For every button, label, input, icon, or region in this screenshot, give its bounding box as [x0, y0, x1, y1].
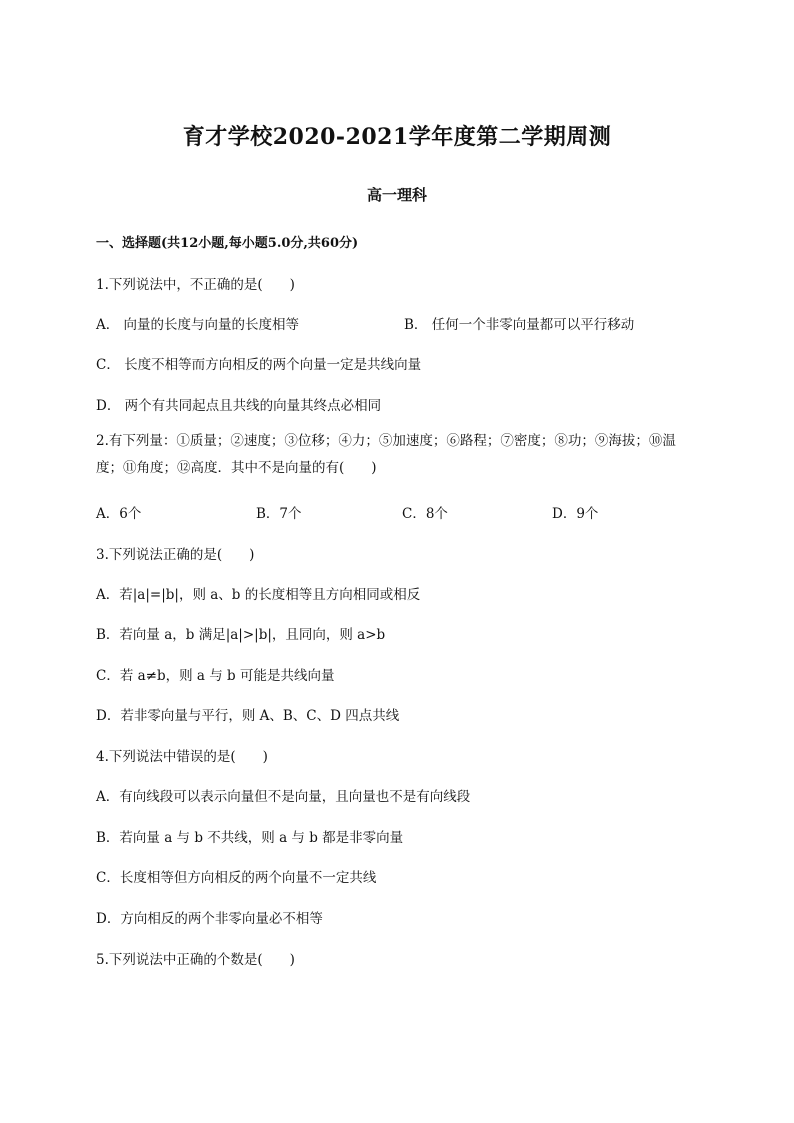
q3-option-a: A．若|a|=|b|，则 a、b 的长度相等且方向相同或相反 — [96, 587, 421, 603]
page-title: 育才学校2020-2021学年度第二学期周测 — [182, 124, 612, 150]
q2-option-d: D．9个 — [552, 506, 599, 522]
q3-option-d: D．若非零向量与平行，则 A、B、C、D 四点共线 — [96, 708, 400, 724]
q3-stem: 3.下列说法正确的是( ) — [96, 547, 255, 563]
q1-option-a: A． 向量的长度与向量的长度相等 — [96, 317, 300, 333]
q1-option-c: C． 长度不相等而方向相反的两个向量一定是共线向量 — [96, 357, 422, 373]
q2-option-b: B．7个 — [256, 506, 302, 522]
q2-option-c: C．8个 — [402, 506, 448, 522]
q1-stem: 1.下列说法中，不正确的是( ) — [96, 277, 295, 293]
q4-option-d: D．方向相反的两个非零向量必不相等 — [96, 911, 323, 927]
q2-option-a: A．6个 — [96, 506, 142, 522]
page-subtitle: 高一理科 — [366, 186, 427, 204]
q3-option-c: C．若 a≠b，则 a 与 b 可能是共线向量 — [96, 668, 335, 684]
section-heading: 一、选择题(共12小题,每小题5.0分,共60分) — [96, 236, 359, 251]
q3-option-b: B．若向量 a，b 满足|a|>|b|，且同向，则 a>b — [96, 627, 386, 643]
q1-option-d: D． 两个有共同起点且共线的向量其终点必相同 — [96, 398, 382, 414]
q5-stem: 5.下列说法中正确的个数是( ) — [96, 952, 295, 968]
q4-option-c: C．长度相等但方向相反的两个向量不一定共线 — [96, 870, 377, 886]
q2-stem: 2.有下列量：①质量；②速度；③位移；④力；⑤加速度；⑥路程；⑦密度；⑧功；⑨海拔；⑩温度；⑪角度；⑫高度．其中不是向量的有( ) — [96, 433, 676, 476]
q4-option-a: A．有向线段可以表示向量但不是向量，且向量也不是有向线段 — [96, 789, 471, 805]
q4-stem: 4.下列说法中错误的是( ) — [96, 749, 268, 765]
q4-option-b: B．若向量 a 与 b 不共线，则 a 与 b 都是非零向量 — [96, 830, 404, 846]
q1-option-b: B． 任何一个非零向量都可以平行移动 — [404, 317, 635, 333]
